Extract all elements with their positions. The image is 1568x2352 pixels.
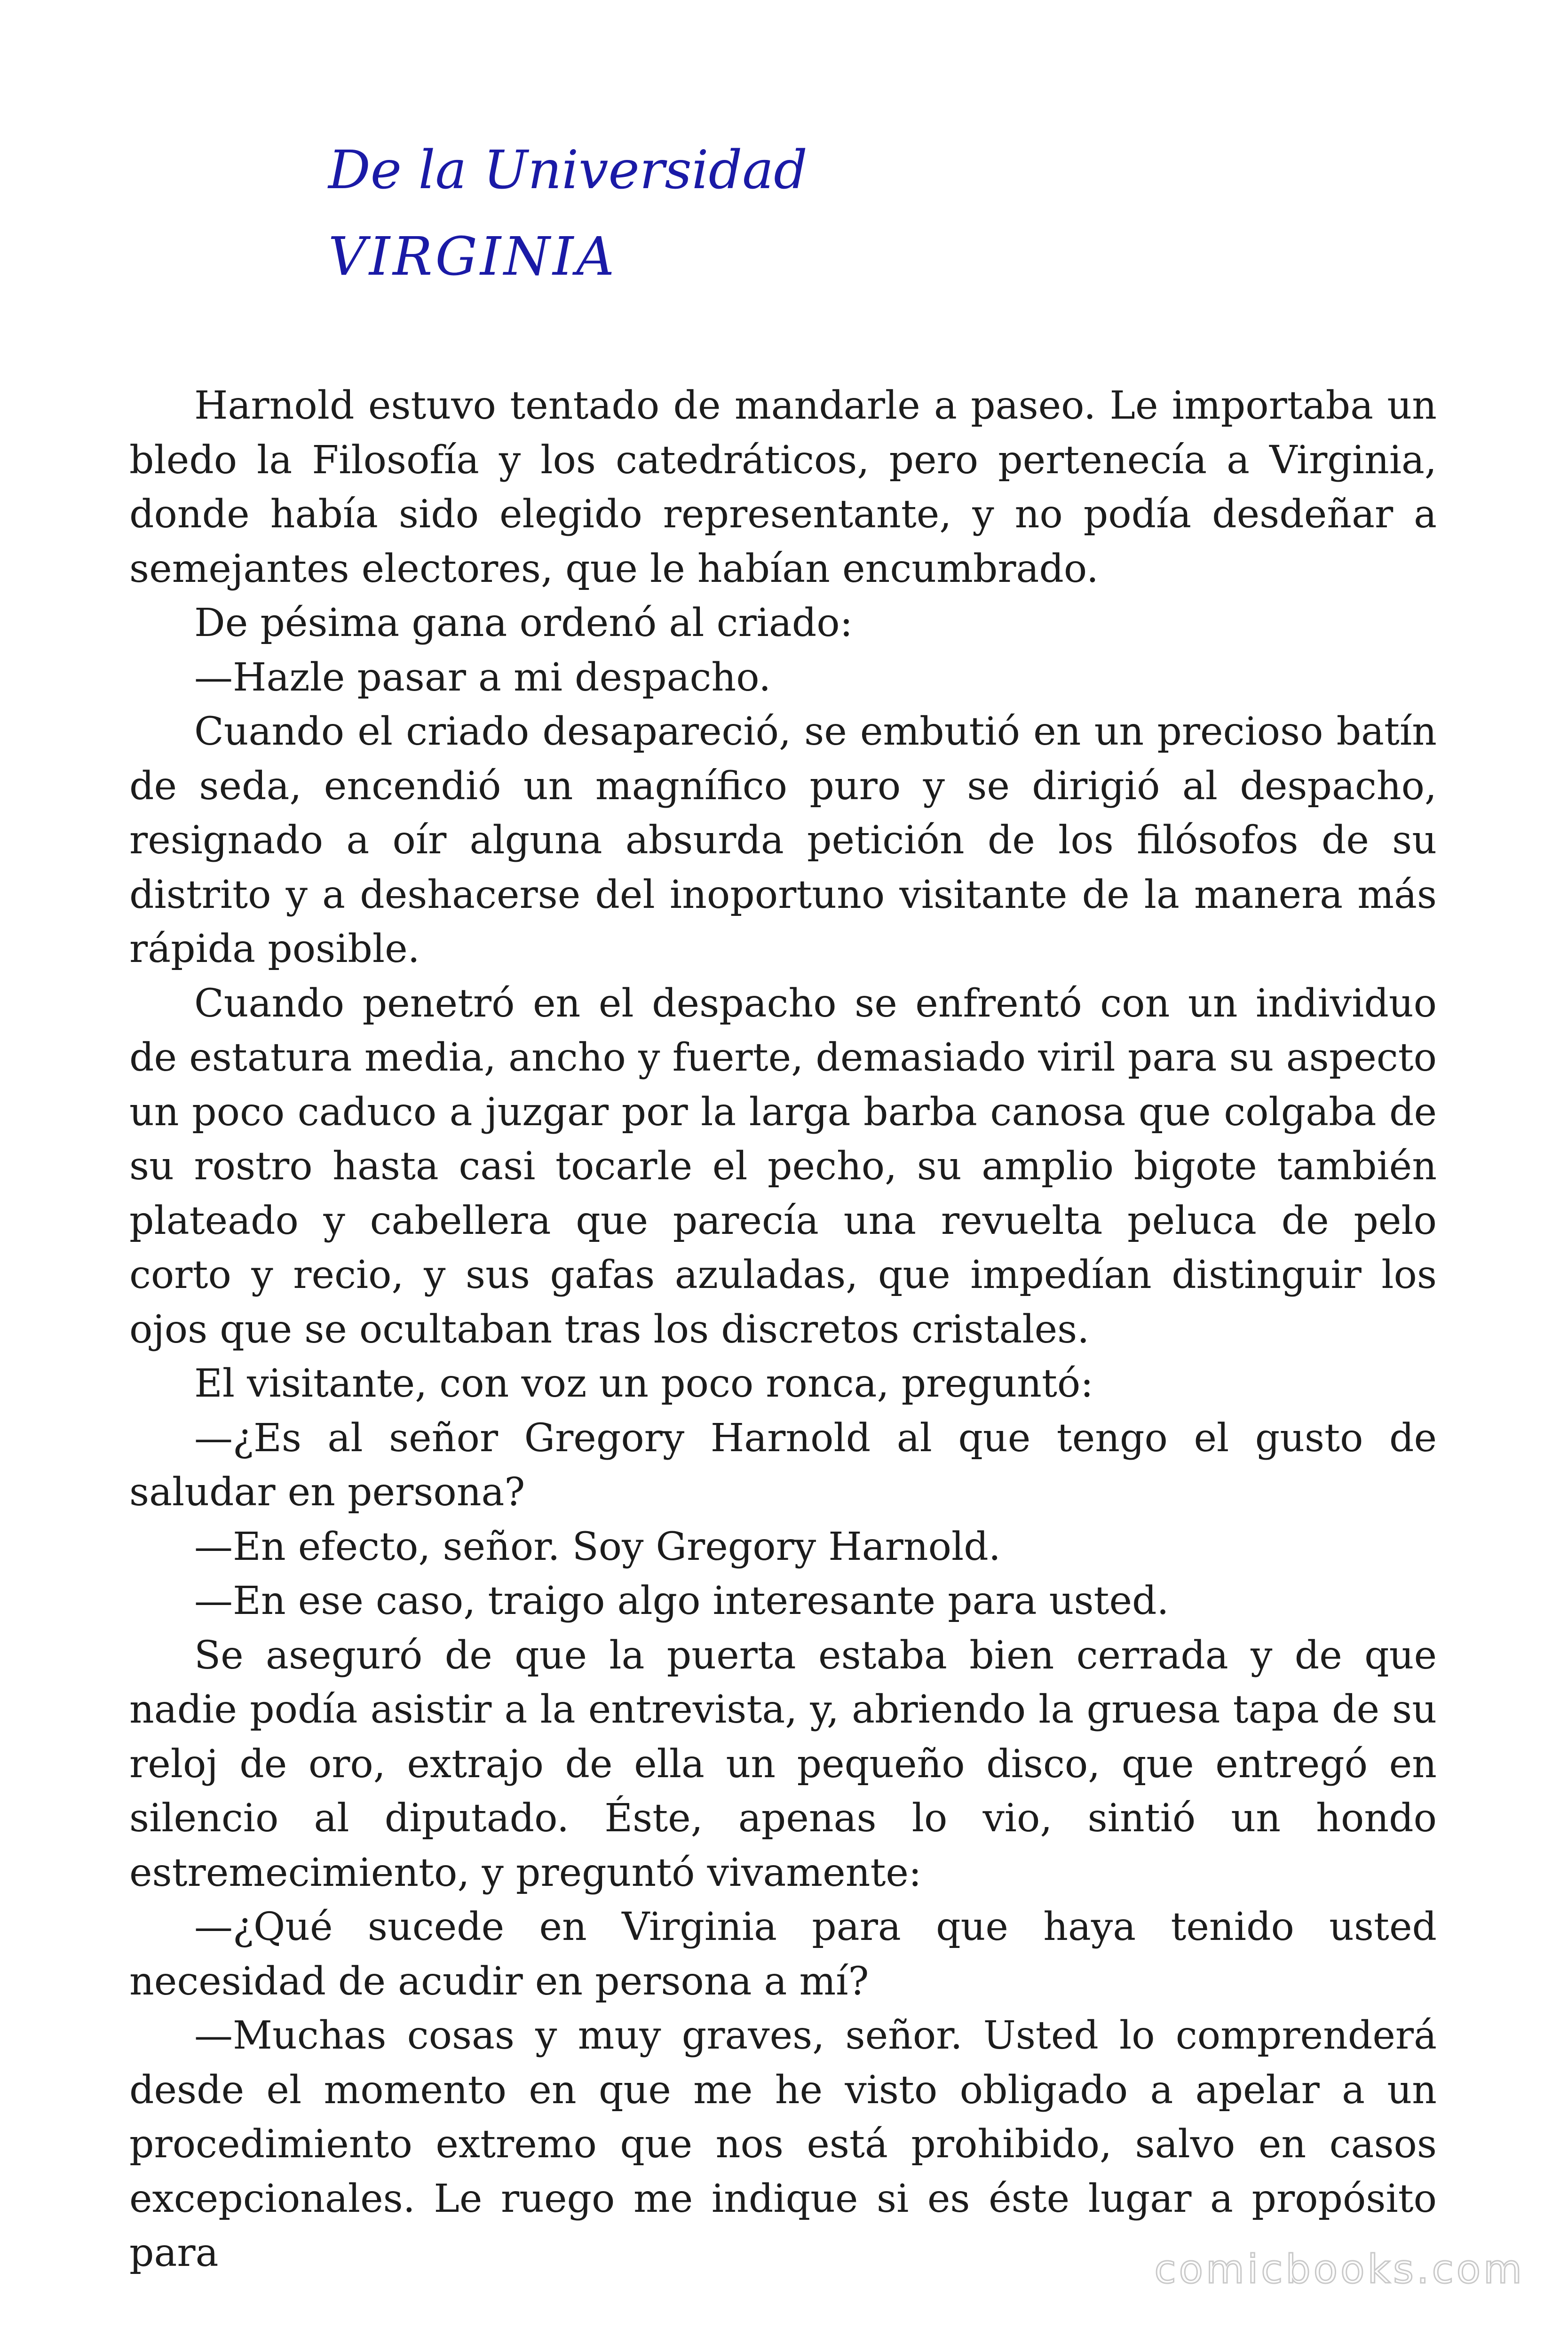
paragraph: Harnold estuvo tentado de mandarle a paseo. Le importaba un bledo la Filosofía y los catedráticos, pero pertenecía a Virginia, donde había sido elegido representante, y no podía desdeñar a semejantes electores, que le habían encumbrado. (129, 383, 1437, 591)
paragraph: El visitante, con voz un poco ronca, preguntó: (194, 1361, 1093, 1406)
paragraph: Cuando penetró en el despacho se enfrentó con un individuo de estatura media, ancho y fuerte, demasiado viril para su aspecto un poco caduco a juzgar por la larga barba canosa que colgaba de su rostro hasta casi tocarle el pecho, su amplio bigote también plateado y cabellera que parecía una revuelta peluca de pelo corto y recio, y sus gafas azuladas, que impedían distinguir los ojos que se ocultaban tras los discretos cristales. (129, 981, 1437, 1352)
paragraph: —En ese caso, traigo algo interesante para usted. (194, 1579, 1169, 1623)
chapter-title-line-2: VIRGINIA (328, 226, 618, 287)
chapter-heading (328, 127, 808, 300)
paragraph: —Muchas cosas y muy graves, señor. Usted lo comprenderá desde el momento en que me he visto obligado a apelar a un procedimiento extremo que nos está prohibido, salvo en casos excepcionales. Le ruego me indique si es éste lugar a propósito para (129, 2013, 1437, 2275)
paragraph: Cuando el criado desapareció, se embutió en un precioso batín de seda, encendió un magnífico puro y se dirigió al despacho, resignado a oír alguna absurda petición de los filósofos de su distrito y a deshacerse del inoportuno visitante de la manera más rápida posible. (129, 709, 1437, 971)
chapter-title-line-1: De la Universidad (328, 140, 808, 201)
body-text (129, 379, 1437, 2280)
paragraph: —¿Es al señor Gregory Harnold al que tengo el gusto de saludar en persona? (129, 1415, 1437, 1515)
paragraph: —¿Qué sucede en Virginia para que haya tenido usted necesidad de acudir en persona a mí? (129, 1905, 1437, 2004)
watermark: comicbooks.com (1154, 2246, 1525, 2292)
paragraph: —En efecto, señor. Soy Gregory Harnold. (194, 1524, 1001, 1569)
paragraph: —Hazle pasar a mi despacho. (194, 655, 771, 700)
paragraph: De pésima gana ordenó al criado: (194, 601, 853, 645)
paragraph: Se aseguró de que la puerta estaba bien cerrada y de que nadie podía asistir a la entrevista, y, abriendo la gruesa tapa de su reloj de oro, extrajo de ella un pequeño disco, que entregó en silencio al diputado. Éste, apenas lo vio, sintió un hondo estremecimiento, y preguntó vivamente: (129, 1633, 1437, 1895)
